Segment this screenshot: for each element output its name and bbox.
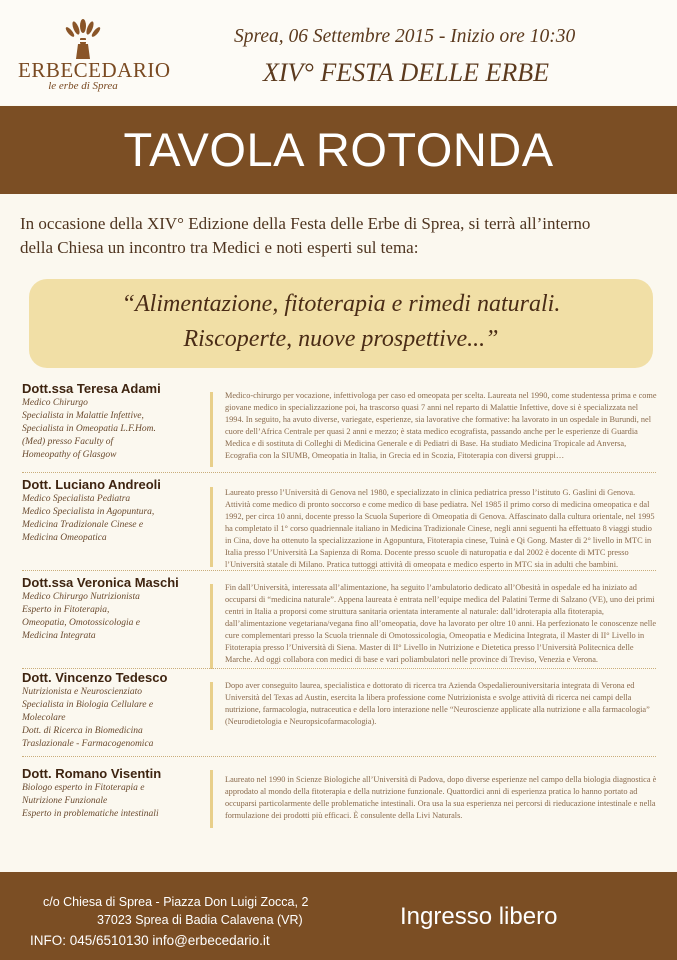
intro-line: della Chiesa un incontro tra Medici e noti esperti sul tema: [20, 238, 419, 257]
speaker-role: Specialista in Malattie Infettive, [22, 411, 144, 421]
event-date: Sprea, 06 Settembre 2015 - Inizio ore 10:30 [234, 26, 576, 47]
speaker-role: Nutrizionista e Neuroscienziato [22, 687, 142, 697]
quote-line: “Alimentazione, fitoterapia e rimedi naturali. [121, 291, 561, 317]
speaker-role: Biologo esperto in Fitoterapia e [22, 783, 145, 793]
speaker-roles [22, 591, 194, 643]
speaker-role: Medico Specialista in Agopuntura, [22, 507, 155, 517]
speaker-name: Dott. Vincenzo Tedesco [22, 670, 168, 685]
speaker-role: Medicina Omeopatica [22, 533, 107, 543]
divider [22, 668, 656, 669]
accent-bar [210, 770, 213, 828]
speaker-role: Molecolare [22, 713, 66, 723]
speaker-roles [22, 493, 194, 545]
speaker-role: Traslazionale - Farmacogenomica [22, 739, 154, 749]
divider [22, 472, 656, 473]
accent-bar [210, 392, 213, 467]
speaker-role: Specialista in Omeopatia L.F.Hom. [22, 424, 156, 434]
erbecedario-logo [18, 18, 171, 100]
contact-info: INFO: 045/6510130 info@erbecedario.it [30, 933, 270, 948]
theme-quote [29, 287, 653, 357]
divider [22, 570, 656, 571]
speaker-role: Medicina Tradizionale Cinese e [22, 520, 144, 530]
speaker-role: Homeopathy of Glasgow [22, 450, 117, 460]
herb-bundle-icon [63, 18, 103, 60]
speaker-role: Omeopatia, Omotossicologia e [22, 618, 140, 628]
intro-text [20, 212, 660, 260]
speaker-role: Esperto in problematiche intestinali [22, 809, 159, 819]
page-title: TAVOLA ROTONDA [123, 123, 554, 176]
speaker-role: Medico Chirurgo [22, 398, 88, 408]
speaker-role: Medico Specialista Pediatra [22, 494, 131, 504]
divider [22, 756, 656, 757]
speaker-name: Dott. Romano Visentin [22, 766, 162, 781]
speaker-role: Medico Chirurgo Nutrizionista [22, 592, 140, 602]
accent-bar [210, 584, 213, 669]
speaker-roles [22, 782, 194, 821]
speaker-bio: Fin dall’Università, interessata all’alimentazione, ha seguito l’ambulatorio dedicato all’Obesità in ospedale ed ha iniziato ad occuparsi di “medicina naturale”. Appena laureata è entrata nell’equipe medica del Palatini Terme di Salzano (VE), uno dei primi centri in Italia a proporsi come struttura sanitaria orientata interamente al naturale: dall’idroterapia alla fitoterapia, dall’alimentazione vegetariana/vegana fino all’omeopatia, dove ha lavorato per oltre 10 anni. Ha perfezionato le conoscenze nelle cure complementari presso la Scuola triennale di Omotossicologia, Omeopatia e Medicina Integrata, il Master di II° Livello in Fitoterapia presso l’Università di Siena. Master di II° Livello in Nutrizione e Dietetica presso l’Università Politecnica delle Marche. Ad oggi collabora con medici di base e vari poliambulatori nelle province di Treviso, Venezia e Verona. [225, 583, 657, 664]
speaker-name: Dott. Luciano Andreoli [22, 477, 161, 492]
speaker-bio: Laureato presso l’Università di Genova nel 1980, e specializzato in clinica pediatrica presso l’istituto G. Gaslini di Genova. Attività come medico di pronto soccorso e come medico di base pediatra. Nel 1985 il primo corso di medicina omeopatica e dal 1992, per circa 10 anni, docente presso la Scuola Superiore di Omeopatia di Genova. Affascinato dalla cultura orientale, nel 1995 ha completato il 1° corso quadriennale italiano in Medicina Tradizionale Cinese, negli anni seguenti ha effettuato 8 viaggi studio in Cina, dove ha ottenuto la specializzazione in Agopuntura, Fitoterapia cinese, Tuinà e Qi Gong. Master di 2° livello in MTC in Italia presso l’Università La Sapienza di Roma. Docente presso scuole di naturopatia e dal 2002 è docente di MTC presso l’Università statale di Milano. Pratica tuttoggi attività di omeopata e medico esperto in MTC sia in adulti che bambini. [225, 488, 655, 569]
accent-bar [210, 487, 213, 567]
intro-line: In occasione della XIV° Edizione della Festa delle Erbe di Sprea, si terrà all’interno [20, 214, 591, 233]
speaker-role: (Med) presso Faculty of [22, 437, 114, 447]
accent-bar [210, 682, 213, 730]
venue-city: 37023 Sprea di Badia Calavena (VR) [97, 913, 303, 927]
speaker-name: Dott.ssa Teresa Adami [22, 381, 161, 396]
speaker-role: Dott. di Ricerca in Biomedicina [22, 726, 143, 736]
speaker-role: Nutrizione Funzionale [22, 796, 108, 806]
speaker-bio: Laureato nel 1990 in Scienze Biologiche all’Università di Padova, dopo diverse esperienze nel campo della biologia diagnostica è approdato al mondo della fitoterapia e della nutrizione funzionale. Quattordici anni di esperienza pratica lo hanno portato ad occuparsi particolarmente delle problematiche intestinali. Ora usa la sua esperienza nei percorsi di rieducazione intestinale e nella formulazione dei prodotti più efficaci. È consulente della Livi Naturals. [225, 775, 657, 820]
logo-name: ERBECEDARIO [18, 58, 171, 82]
venue-address: c/o Chiesa di Sprea - Piazza Don Luigi Zocca, 2 [43, 895, 309, 909]
speaker-name: Dott.ssa Veronica Maschi [22, 575, 179, 590]
speaker-bio: Medico-chirurgo per vocazione, infettivologa per caso ed omeopata per scelta. Laureata nel 1990, come studentessa prima e come giovane medico in specializzazione poi, ha trascorso quasi 7 anni nel reparto di Malattie Infettive, dove si è specializzata nel 1994. In seguito, ha avuto diverse, variegate, esperienze, sia lavorative che formative: ha lavorato in un ospedale in Burundi, nel cuore dell’Africa Centrale per quasi 2 anni e mezzo; è stata medico ecografista, passando anche per le esperienze di Guardia Medica e di sostituta di Colleghi di Medicina Generale e di Pediatri di Base. Ha studiato Medicina Tropicale ad Anversa, Ecografia con la SIUMB, Omeopatia in Italia, in Grecia ed in Scozia, Fitoterapia con diversi gruppi… [225, 391, 657, 460]
speaker-role: Esperto in Fitoterapia, [22, 605, 110, 615]
speaker-role: Medicina Integrata [22, 631, 96, 641]
quote-line: Riscoperte, nuove prospettive...” [183, 326, 499, 352]
event-name: XIV° FESTA DELLE ERBE [263, 58, 550, 87]
speaker-bio: Dopo aver conseguito laurea, specialistica e dottorato di ricerca tra Azienda Ospedalierouniversitaria integrata di Verona ed Università del Texas ad Austin, esercita la libera professione come Nutrizionista e svolge attività di ricerca nei campi della nutrizione, farmacologia, nutraceutica e della loro interazione nelle “Neuroscienze applicate alla nutrizione e alla farmacologia” (Neurodietologia e Neuropsicofarmacologia). [225, 681, 650, 726]
speaker-role: Specialista in Biologia Cellulare e [22, 700, 154, 710]
speaker-roles [22, 686, 194, 751]
logo-tagline: le erbe di Sprea [48, 80, 118, 92]
free-entry: Ingresso libero [400, 903, 558, 930]
speaker-roles [22, 397, 194, 462]
